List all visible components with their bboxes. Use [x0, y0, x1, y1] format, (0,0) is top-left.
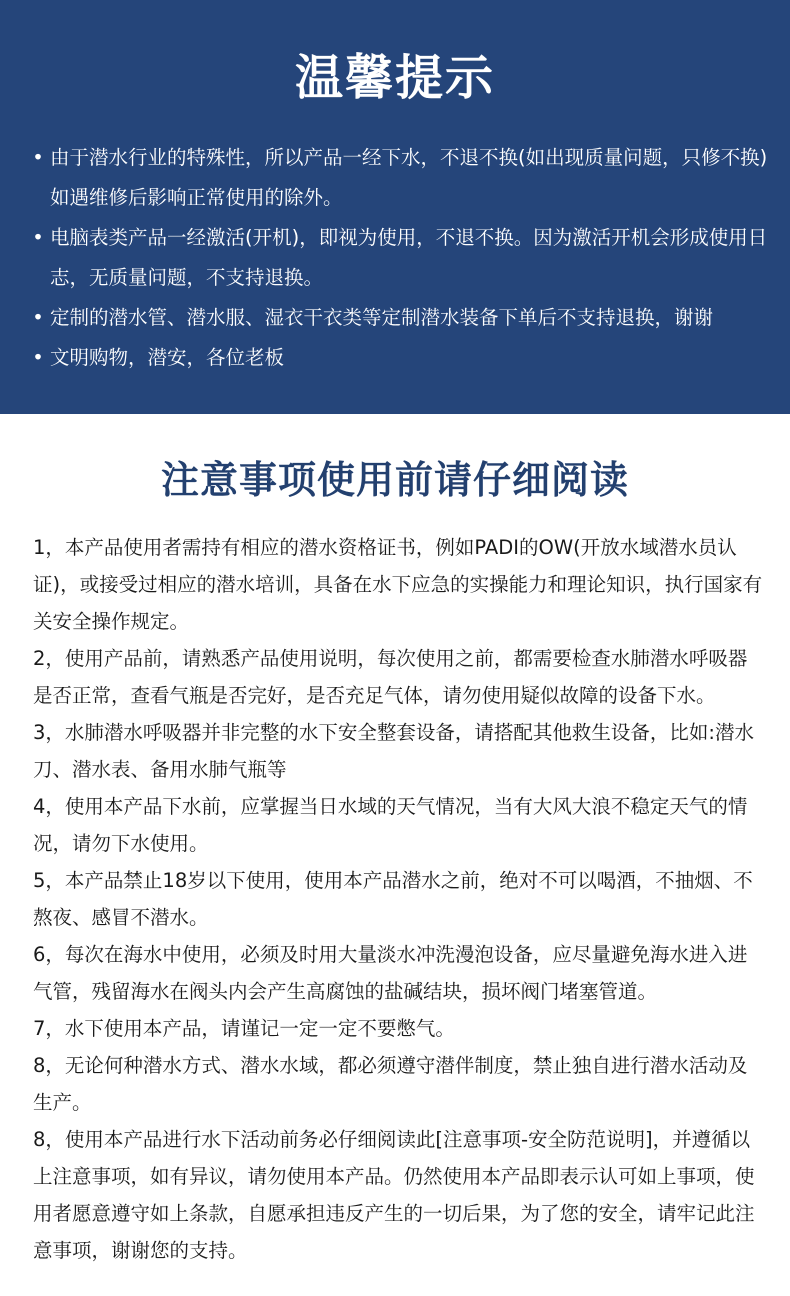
notice-item: 8，使用本产品进行水下活动前务必仔细阅读此[注意事项-安全防范说明]，并遵循以上注意事项，如有异议，请勿使用本产品。仍然使用本产品即表示认可如上事项，使用者愿意遵守如上条款，自愿承担违反产生的一切后果，为了您的安全，请牢记此注意事项，谢谢您的支持。: [33, 1128, 755, 1262]
notice-title: 注意事项使用前请仔细阅读: [160, 458, 629, 502]
tip-text: 电脑表类产品一经激活(开机)，即视为使用，不退不换。因为激活开机会形成使用日志，无质量问题，不支持退换。: [50, 226, 768, 289]
bullet-icon: •: [32, 146, 44, 169]
notice-item: 2，使用产品前，请熟悉产品使用说明，每次使用之前，都需要检查水肺潜水呼吸器是否正常，查看气瓶是否完好，是否充足气体，请勿使用疑似故障的设备下水。: [33, 647, 748, 707]
tip-item: [30, 218, 775, 298]
notice-item: 4，使用本产品下水前，应掌握当日水域的天气情况，当有大风大浪不稳定天气的情况，请勿下水使用。: [33, 795, 748, 855]
notice-item: 1，本产品使用者需持有相应的潜水资格证书，例如PADI的OW(开放水域潜水员认证)，或接受过相应的潜水培训，具备在水下应急的实操能力和理论知识，执行国家有关安全操作规定。: [33, 536, 763, 633]
bullet-icon: •: [32, 306, 44, 329]
tip-item: [30, 338, 775, 378]
bullet-icon: •: [32, 346, 44, 369]
notice-item: 6，每次在海水中使用，必须及时用大量淡水冲洗漫泡设备，应尽量避免海水进入进气管，残留海水在阀头内会产生高腐蚀的盐碱结块，损坏阀门堵塞管道。: [33, 943, 748, 1003]
notice-item: 5，本产品禁止18岁以下使用，使用本产品潜水之前，绝对不可以喝酒，不抽烟、不熬夜、感冒不潜水。: [33, 869, 753, 929]
tip-item: [30, 298, 775, 338]
tip-item: [30, 138, 775, 218]
tip-text: 由于潜水行业的特殊性，所以产品一经下水，不退不换(如出现质量问题，只修不换)如遇维修后影响正常使用的除外。: [50, 146, 768, 209]
tip-text: 定制的潜水管、潜水服、湿衣干衣类等定制潜水装备下单后不支持退换，谢谢: [50, 306, 714, 329]
notice-list: [33, 529, 763, 1269]
notice-item: 7，水下使用本产品，请谨记一定一定不要憋气。: [33, 1017, 455, 1040]
bullet-icon: •: [32, 226, 44, 249]
banner-title: 温馨提示: [294, 50, 495, 106]
notice-item: 8，无论何种潜水方式、潜水水域，都必须遵守潜伴制度，禁止独自进行潜水活动及生产。: [33, 1054, 748, 1114]
notice-item: 3，水肺潜水呼吸器并非完整的水下安全整套设备，请搭配其他救生设备，比如:潜水刀、潜水表、备用水肺气瓶等: [33, 721, 754, 781]
tip-text: 文明购物，潜安，各位老板: [50, 346, 285, 369]
tips-banner: [0, 0, 790, 414]
tips-list: [30, 138, 775, 378]
